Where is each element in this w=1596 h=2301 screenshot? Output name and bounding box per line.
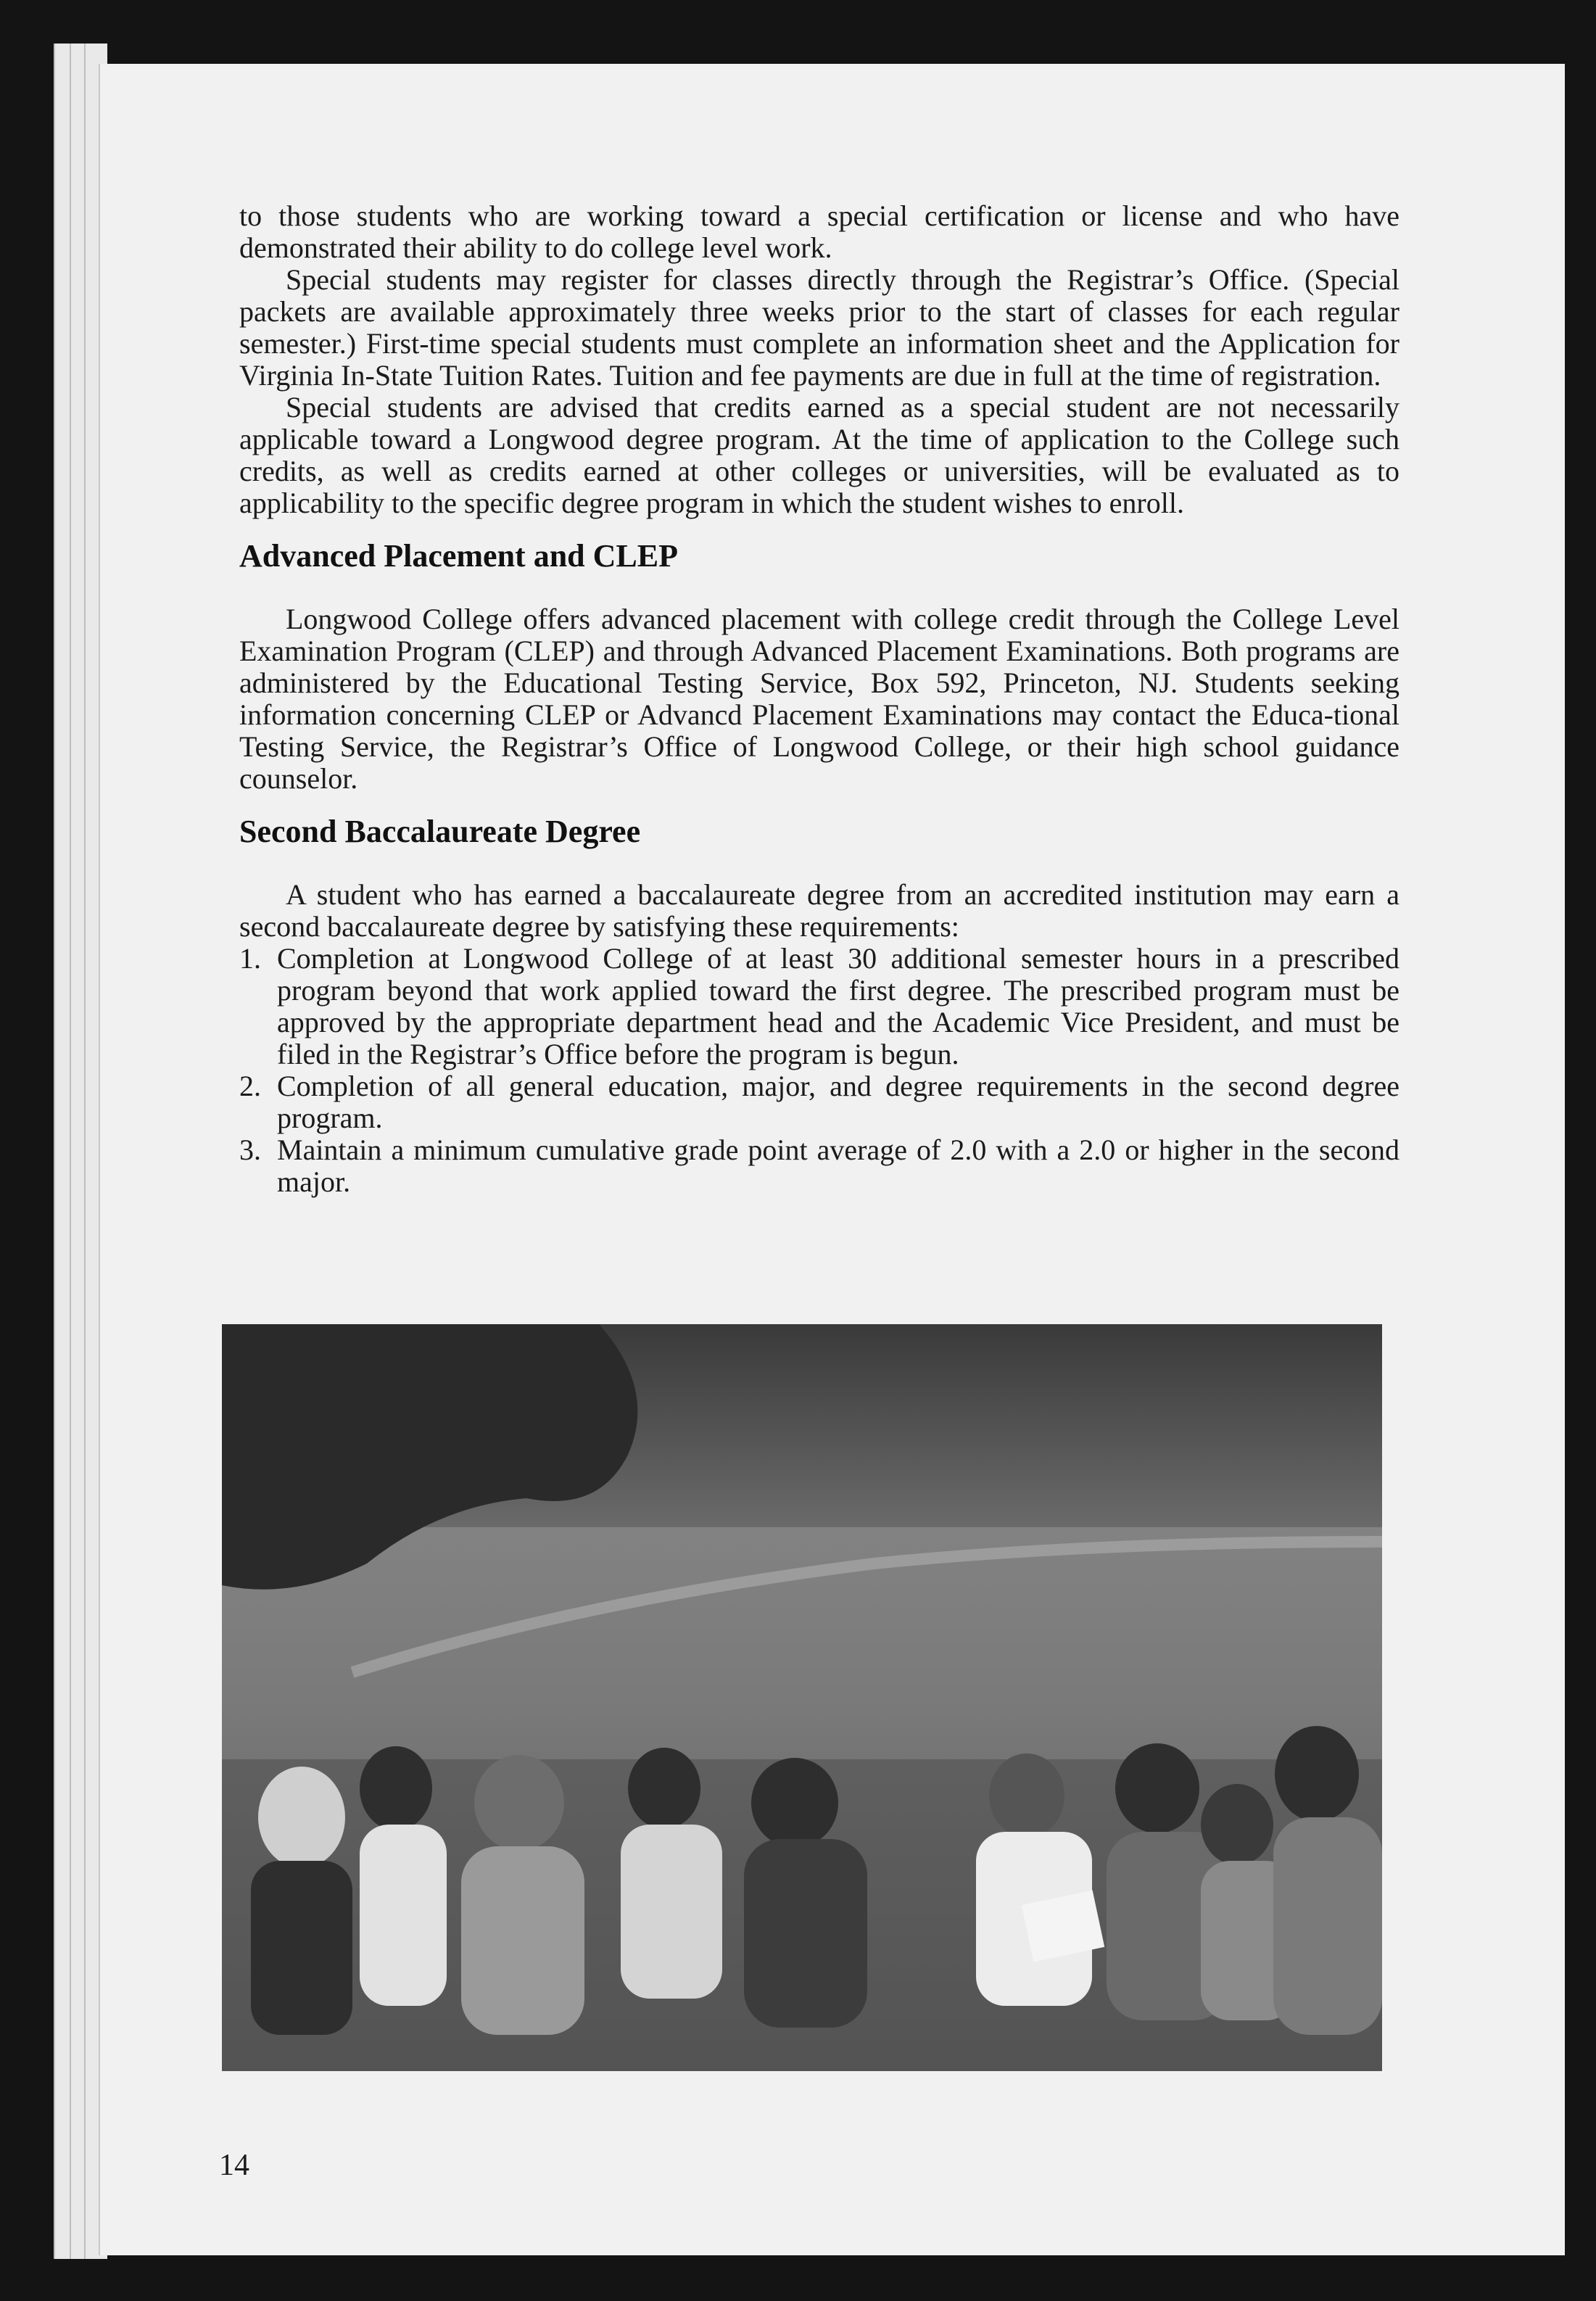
list-item-text: Completion at Longwood College of at least 30 additional semester hours in a prescribed program beyond that work applied toward the first degree. The prescribed program must be approved by the appropriate department head and the Academic Vice President, and must be filed in the Registrar’s Office before the program is begun. bbox=[277, 942, 1399, 1070]
list-item-text: Maintain a minimum cumulative grade point average of 2.0 with a 2.0 or higher in the second major. bbox=[277, 1133, 1399, 1198]
requirements-list bbox=[239, 943, 1399, 1198]
paragraph-special-registration: Special students may register for classes directly through the Registrar’s Office. (Special packets are available approximately three weeks prior to the start of classes for each regular semester.) First-time special students must complete an information sheet and the Application for Virginia In-State Tuition Rates. Tuition and fee payments are due in full at the time of registration. bbox=[239, 263, 1399, 392]
list-item bbox=[239, 1070, 1399, 1134]
document-page bbox=[100, 64, 1565, 2255]
paragraph-advanced-placement: Longwood College offers advanced placement with college credit through the College Level Examination Program (CLEP) and through Advanced Placement Examinations. Both programs are administered by the Educational Testing Service, Box 592, Princeton, NJ. Students seeking information concerning CLEP or Advancd Placement Examinations may contact the Educa-tional Testing Service, the Registrar’s Office of Longwood College, or their high school guidance counselor. bbox=[239, 603, 1399, 795]
list-item bbox=[239, 1134, 1399, 1198]
list-item-text: Completion of all general education, major, and degree requirements in the second degree program. bbox=[277, 1070, 1399, 1134]
list-item bbox=[239, 943, 1399, 1070]
heading-advanced-placement: Advanced Placement and CLEP bbox=[239, 538, 678, 574]
photo-illustration bbox=[222, 1324, 1382, 2071]
list-item-number: 1. bbox=[239, 942, 261, 975]
page-number: 14 bbox=[219, 2149, 249, 2182]
heading-second-baccalaureate: Second Baccalaureate Degree bbox=[239, 814, 641, 849]
list-item-number: 3. bbox=[239, 1133, 261, 1166]
students-lawn-photo bbox=[222, 1324, 1382, 2071]
paragraph-special-certification: to those students who are working toward a special certification or license and who have demonstrated their ability to do college level work. bbox=[239, 199, 1399, 264]
body-text bbox=[239, 200, 1399, 1198]
paragraph-special-credits: Special students are advised that credits earned as a special student are not necessarily applicable toward a Longwood degree program. At the time of application to the College such credits, as well as credits earned at other colleges or universities, will be evaluated as to applicability to the specific degree program in which the student wishes to enroll. bbox=[239, 391, 1399, 519]
list-item-number: 2. bbox=[239, 1070, 261, 1102]
paragraph-second-degree-intro: A student who has earned a baccalaureate degree from an accredited institution may earn a second baccalaureate degree by satisfying these requirements: bbox=[239, 878, 1399, 943]
